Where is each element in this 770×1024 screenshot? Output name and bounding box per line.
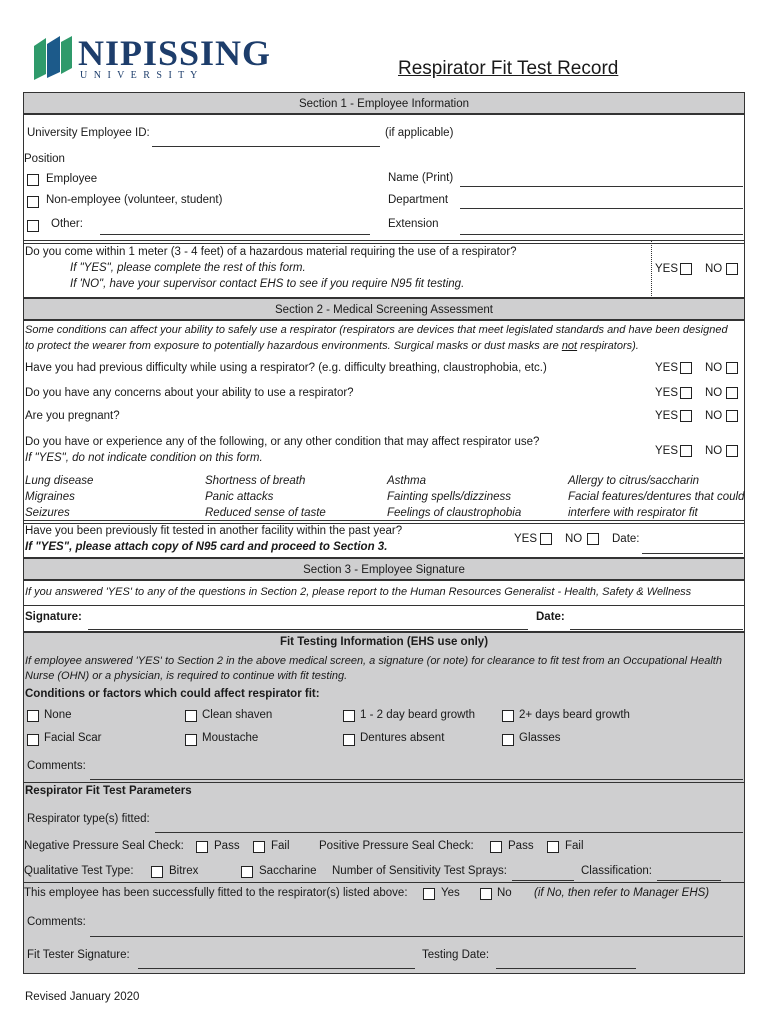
hazard-no-note: If 'NO", have your supervisor contact EHS to see if you require N95 fit testing. [70, 278, 465, 290]
name-print-label: Name (Print) [388, 172, 454, 184]
q3-yes-label: YES [655, 410, 679, 422]
department-field[interactable] [460, 208, 743, 209]
employee-id-field[interactable] [152, 146, 380, 147]
option-beard-2plus-checkbox[interactable] [502, 710, 514, 722]
signature-field[interactable] [88, 629, 528, 630]
pos-pass-checkbox[interactable] [490, 841, 502, 853]
name-print-field[interactable] [460, 186, 743, 187]
department-label: Department [388, 194, 449, 206]
q3-no-checkbox[interactable] [726, 410, 738, 422]
neg-fail-checkbox[interactable] [253, 841, 265, 853]
section2-header: Section 2 - Medical Screening Assessment [23, 298, 745, 320]
tester-signature-label: Fit Tester Signature: [27, 949, 130, 961]
hazard-yes-label: YES [655, 263, 679, 275]
params-divider [23, 782, 745, 783]
condition-item: Lung disease [25, 475, 94, 487]
option-glasses-label: Glasses [519, 732, 561, 744]
params-header: Respirator Fit Test Parameters [25, 785, 192, 797]
logo-name: NIPISSING [78, 33, 272, 73]
non-employee-checkbox[interactable] [27, 196, 39, 208]
option-none-label: None [44, 709, 72, 721]
section2-intro-2: to protect the wearer from exposure to potentially hazardous environments. Surgical masks or dust masks are not respirators). [25, 340, 639, 352]
bitrex-checkbox[interactable] [151, 866, 163, 878]
comments2-label: Comments: [27, 916, 86, 928]
condition-item: Facial features/dentures that could [568, 491, 745, 503]
option-dentures-absent-checkbox[interactable] [343, 734, 355, 746]
pos-seal-label: Positive Pressure Seal Check: [319, 840, 474, 852]
question-pregnant: Are you pregnant? [25, 410, 120, 422]
section3-divider [23, 605, 745, 606]
classification-field[interactable] [657, 880, 721, 881]
other-label: Other: [51, 218, 83, 230]
condition-item: interfere with respirator fit [568, 507, 698, 519]
hazard-question: Do you come within 1 meter (3 - 4 feet) of a hazardous material requiring the use of a respirator? [25, 246, 517, 258]
fit-note-2: Nurse (OHN) or a physician, is required to continue with fit testing. [25, 670, 348, 682]
conditions-factors-label: Conditions or factors which could affect respirator fit: [25, 688, 320, 700]
q1-no-label: NO [705, 362, 723, 374]
q4-yes-checkbox[interactable] [680, 445, 692, 457]
pos-fail-checkbox[interactable] [547, 841, 559, 853]
q2-yes-checkbox[interactable] [680, 387, 692, 399]
section2-intro-1: Some conditions can affect your ability to safely use a respirator (respirators are devices that meet legislated standards and have been designed [25, 324, 728, 336]
option-facial-scar-label: Facial Scar [44, 732, 102, 744]
option-none-checkbox[interactable] [27, 710, 39, 722]
employee-id-label: University Employee ID: [27, 127, 150, 139]
resp-types-label: Respirator type(s) fitted: [27, 813, 150, 825]
q5-yes-label: YES [514, 533, 538, 545]
q2-no-label: NO [705, 387, 723, 399]
resp-types-field[interactable] [155, 832, 743, 833]
neg-pass-checkbox[interactable] [196, 841, 208, 853]
condition-item: Seizures [25, 507, 70, 519]
signature-label: Signature: [25, 611, 82, 623]
q1-yes-checkbox[interactable] [680, 362, 692, 374]
question-conditions: Do you have or experience any of the following, or any other condition that may affect respirator use? [25, 436, 540, 448]
success-divider [23, 882, 745, 883]
logo-subtitle: U N I V E R S I T Y [80, 70, 200, 81]
pos-fail-label: Fail [565, 840, 584, 852]
university-logo [32, 34, 277, 84]
section3-header: Section 3 - Employee Signature [23, 558, 745, 580]
neg-fail-label: Fail [271, 840, 290, 852]
q5-no-checkbox[interactable] [587, 533, 599, 545]
option-clean-shaven-label: Clean shaven [202, 709, 273, 721]
q3-yes-checkbox[interactable] [680, 410, 692, 422]
condition-item: Feelings of claustrophobia [387, 507, 522, 519]
section3-note: If you answered 'YES' to any of the questions in Section 2, please report to the Human Resources Generalist - Health, Safety & Wellness [25, 586, 692, 598]
logo-mark-icon [32, 34, 74, 82]
question-previous-difficulty: Have you had previous difficulty while using a respirator? (e.g. difficulty breathing, claustrophobia, etc.) [25, 362, 547, 374]
conditions-note: If "YES", do not indicate condition on this form. [25, 452, 263, 464]
fit-note-1: If employee answered 'YES' to Section 2 in the above medical screen, a signature (or note) for clearance to fit test from an Occupational Health [25, 655, 722, 667]
q1-no-checkbox[interactable] [726, 362, 738, 374]
classification-label: Classification: [581, 865, 652, 877]
option-facial-scar-checkbox[interactable] [27, 734, 39, 746]
saccharine-label: Saccharine [259, 865, 317, 877]
option-beard-1-2-checkbox[interactable] [343, 710, 355, 722]
question-previous-fit: Have you been previously fit tested in another facility within the past year? [25, 525, 403, 537]
q5-date-field[interactable] [642, 553, 743, 554]
condition-item: Fainting spells/dizziness [387, 491, 512, 503]
option-dentures-absent-label: Dentures absent [360, 732, 445, 744]
if-no-note: (if No, then refer to Manager EHS) [534, 887, 710, 899]
extension-label: Extension [388, 218, 439, 230]
qual-type-label: Qualitative Test Type: [24, 865, 134, 877]
tester-signature-field[interactable] [138, 968, 415, 969]
option-beard-1-2-label: 1 - 2 day beard growth [360, 709, 476, 721]
option-clean-shaven-checkbox[interactable] [185, 710, 197, 722]
hazard-yes-checkbox[interactable] [680, 263, 692, 275]
q1-yes-label: YES [655, 362, 679, 374]
s3-date-field[interactable] [570, 629, 743, 630]
option-moustache-label: Moustache [202, 732, 259, 744]
non-employee-label: Non-employee (volunteer, student) [46, 194, 223, 206]
employee-checkbox[interactable] [27, 174, 39, 186]
neg-pass-label: Pass [214, 840, 240, 852]
q5-date-label: Date: [612, 533, 640, 545]
q2-yes-label: YES [655, 387, 679, 399]
revised-date: Revised January 2020 [25, 991, 140, 1003]
q2-no-checkbox[interactable] [726, 387, 738, 399]
other-checkbox[interactable] [27, 220, 39, 232]
option-moustache-checkbox[interactable] [185, 734, 197, 746]
success-yes-checkbox[interactable] [423, 888, 435, 900]
testing-date-field[interactable] [496, 968, 636, 969]
comments-field[interactable] [90, 779, 743, 780]
q5-no-label: NO [565, 533, 583, 545]
success-yes-label: Yes [441, 887, 460, 899]
hazard-no-label: NO [705, 263, 723, 275]
if-applicable-label: (if applicable) [385, 127, 454, 139]
q5-yes-checkbox[interactable] [540, 533, 552, 545]
condition-item: Allergy to citrus/saccharin [568, 475, 700, 487]
s3-date-label: Date: [536, 611, 565, 623]
testing-date-label: Testing Date: [422, 949, 490, 961]
position-label: Position [24, 153, 65, 165]
q3-no-label: NO [705, 410, 723, 422]
option-beard-2plus-label: 2+ days beard growth [519, 709, 630, 721]
hazard-divider [651, 240, 652, 298]
employee-label: Employee [46, 173, 98, 185]
comments2-field[interactable] [90, 936, 743, 937]
condition-item: Shortness of breath [205, 475, 306, 487]
saccharine-checkbox[interactable] [241, 866, 253, 878]
hazard-no-checkbox[interactable] [726, 263, 738, 275]
num-sprays-label: Number of Sensitivity Test Sprays: [332, 865, 507, 877]
extension-field[interactable] [460, 234, 743, 235]
success-no-label: No [497, 887, 512, 899]
page-title: Respirator Fit Test Record [398, 58, 619, 79]
hazard-yes-note: If "YES", please complete the rest of this form. [70, 262, 306, 274]
comments-label: Comments: [27, 760, 86, 772]
success-no-checkbox[interactable] [480, 888, 492, 900]
neg-seal-label: Negative Pressure Seal Check: [24, 840, 184, 852]
q4-no-checkbox[interactable] [726, 445, 738, 457]
condition-item: Panic attacks [205, 491, 274, 503]
fit-testing-panel [23, 632, 745, 974]
condition-item: Reduced sense of taste [205, 507, 326, 519]
condition-item: Migraines [25, 491, 75, 503]
q4-no-label: NO [705, 445, 723, 457]
success-label: This employee has been successfully fitted to the respirator(s) listed above: [24, 887, 408, 899]
section1-header: Section 1 - Employee Information [23, 92, 745, 114]
q4-yes-label: YES [655, 445, 679, 457]
bitrex-label: Bitrex [169, 865, 199, 877]
option-glasses-checkbox[interactable] [502, 734, 514, 746]
previous-fit-note: If "YES", please attach copy of N95 card and proceed to Section 3. [25, 541, 388, 553]
num-sprays-field[interactable] [512, 880, 574, 881]
pos-pass-label: Pass [508, 840, 534, 852]
question-concerns: Do you have any concerns about your ability to use a respirator? [25, 387, 354, 399]
fit-testing-header: Fit Testing Information (EHS use only) [279, 636, 489, 648]
other-field[interactable] [100, 234, 370, 235]
condition-item: Asthma [387, 475, 426, 487]
